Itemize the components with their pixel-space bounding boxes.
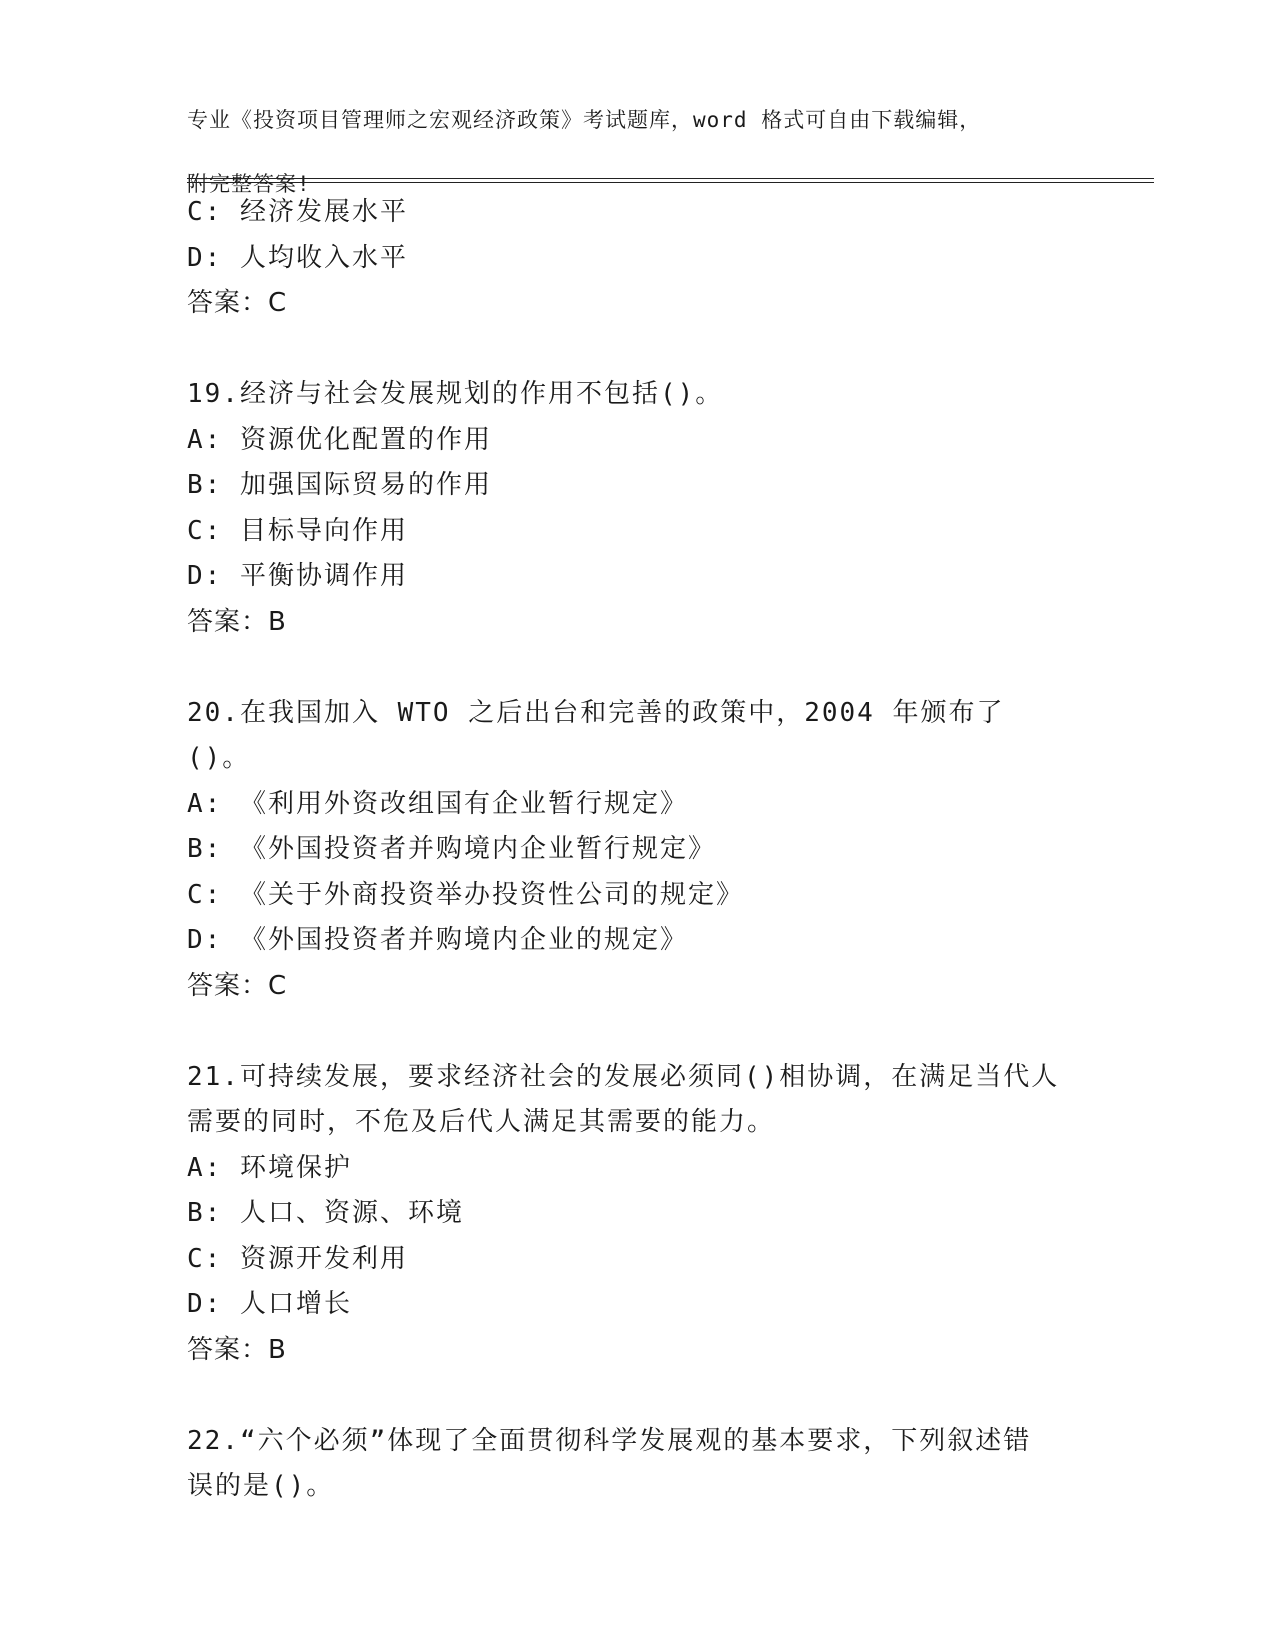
question-stem-line: 22.“六个必须”体现了全面贯彻科学发展观的基本要求，下列叙述错 xyxy=(187,1425,1032,1456)
option-b: B: 《外国投资者并购境内企业暂行规定》 xyxy=(187,834,716,864)
answer-line: 答案：C xyxy=(187,288,288,318)
option-c: C: 目标导向作用 xyxy=(187,515,408,546)
question-stem xyxy=(187,691,1067,782)
question-stem-line: 需要的同时，不危及后代人满足其需要的能力。 xyxy=(187,1107,776,1137)
option-a: A: 《利用外资改组国有企业暂行规定》 xyxy=(187,788,688,819)
answer-line: 答案：B xyxy=(187,1334,287,1365)
question-list xyxy=(187,190,1077,1510)
question-stem-line: 20.在我国加入 WTO 之后出台和完善的政策中，2004 年颁布了()。 xyxy=(187,697,1005,773)
header-intro-line-2: 附完整答案! xyxy=(187,172,311,196)
question-22 xyxy=(187,1419,1077,1510)
option-d: D: 《外国投资者并购境内企业的规定》 xyxy=(187,925,688,955)
option-d: D: 人均收入水平 xyxy=(187,242,408,273)
header-divider xyxy=(187,178,1154,183)
option-b: B: 加强国际贸易的作用 xyxy=(187,470,492,500)
option-d: D: 人口增长 xyxy=(187,1289,352,1319)
option-c: C: 《关于外商投资举办投资性公司的规定》 xyxy=(187,879,744,910)
question-21 xyxy=(187,1055,1077,1374)
answer-line: 答案：C xyxy=(187,970,288,1001)
question-stem xyxy=(187,372,1067,418)
option-a: A: 资源优化配置的作用 xyxy=(187,424,492,455)
option-c: C: 经济发展水平 xyxy=(187,197,408,227)
option-d: D: 平衡协调作用 xyxy=(187,561,408,591)
question-19 xyxy=(187,372,1077,645)
answer-line: 答案：B xyxy=(187,606,287,637)
question-20 xyxy=(187,691,1077,1010)
header-intro-line-1: 专业《投资项目管理师之宏观经济政策》考试题库，word 格式可自由下载编辑， xyxy=(187,108,982,132)
previous-question-tail xyxy=(187,190,1077,327)
question-stem-line: 21.可持续发展，要求经济社会的发展必须同()相协调，在满足当代人 xyxy=(187,1061,1060,1092)
question-stem xyxy=(187,1055,1067,1146)
option-c: C: 资源开发利用 xyxy=(187,1243,408,1274)
question-stem-line: 19.经济与社会发展规划的作用不包括()。 xyxy=(187,379,724,409)
question-stem-line: 误的是()。 xyxy=(187,1471,335,1501)
option-a: A: 环境保护 xyxy=(187,1152,352,1183)
option-b: B: 人口、资源、环境 xyxy=(187,1198,464,1228)
question-stem xyxy=(187,1419,1067,1510)
